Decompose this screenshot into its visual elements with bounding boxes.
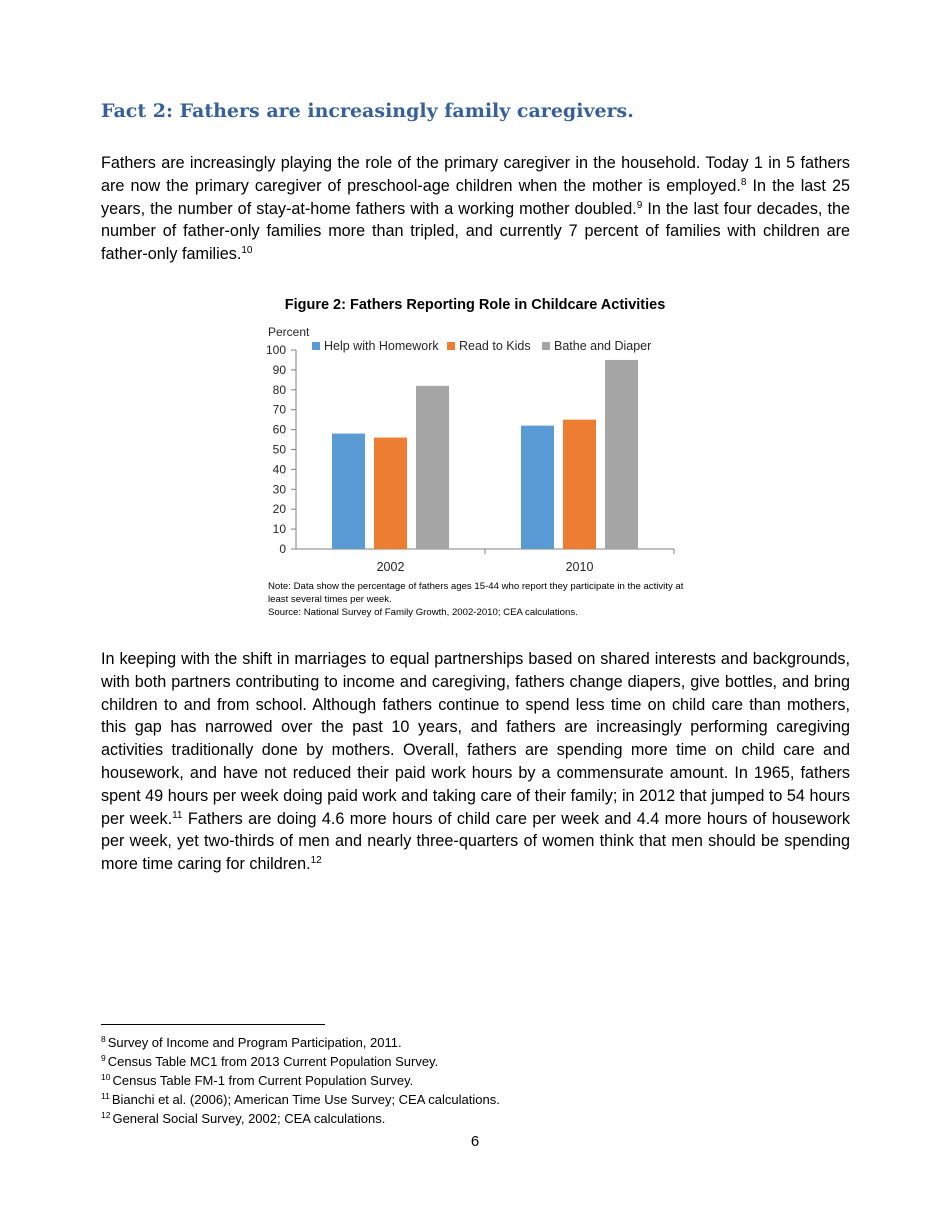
footnote-number: 12 bbox=[101, 1110, 111, 1120]
section-heading: Fact 2: Fathers are increasingly family caregivers. bbox=[101, 100, 634, 122]
x-tick-label: 2002 bbox=[376, 560, 405, 574]
text-run: In keeping with the shift in marriages to equal partnerships based on shared interests and backgrounds, with both partners contributing to income and caregiving, fathers change diapers, give bottles, and bring children to and from school. Although fathers continue to spend less time on child care than mothers, this gap has narrowed over the past 10 years, and fathers are increasingly performing caregiving activities traditionally done by mothers. Overall, fathers are spending more time on child care and housework, and have not reduced their paid work hours by a commensurate amount. In 1965, fathers spent 49 hours per week doing paid work and taking care of their family; in 2012 that jumped to 54 hours per week. bbox=[101, 650, 850, 828]
figure-title: Figure 2: Fathers Reporting Role in Childcare Activities bbox=[284, 297, 666, 313]
text-run: Fathers are increasingly playing the role of the primary caregiver in the household. Today 1 in 5 fathers are now the primary caregiver of preschool-age children when the mother is employed. bbox=[101, 154, 850, 195]
footnote-separator bbox=[101, 1024, 325, 1025]
figure-note: Note: Data show the percentage of fathers ages 15-44 who report they participate in the activity at least several times per week. bbox=[268, 581, 684, 605]
text-run: In the last four decades, the number of father-only families more than tripled, and currently 7 percent of families with children are father-only families. bbox=[101, 199, 850, 264]
x-tick-label: 2010 bbox=[565, 560, 594, 574]
footnote-ref: 10 bbox=[241, 245, 253, 257]
footnote-ref: 12 bbox=[310, 855, 322, 867]
footnote-number: 9 bbox=[101, 1053, 106, 1063]
bar-read-to-kids-2002 bbox=[374, 438, 407, 549]
figure-source: Source: National Survey of Family Growth, 2002-2010; CEA calculations. bbox=[268, 607, 578, 618]
bar-help-with-homework-2002 bbox=[332, 434, 365, 549]
y-tick-label: 40 bbox=[272, 462, 286, 477]
bar-help-with-homework-2010 bbox=[521, 426, 554, 549]
footnote-ref: 11 bbox=[172, 809, 183, 821]
y-tick-label: 70 bbox=[272, 402, 286, 417]
footnote bbox=[101, 1033, 801, 1052]
bar-bathe-and-diaper-2002 bbox=[416, 386, 449, 549]
legend-swatch bbox=[312, 342, 320, 350]
footnote-text: General Social Survey, 2002; CEA calculations. bbox=[112, 1111, 386, 1126]
footnote-number: 10 bbox=[101, 1072, 111, 1082]
page-number: 6 bbox=[470, 1133, 480, 1150]
footnote-text: Survey of Income and Program Participation, 2011. bbox=[107, 1035, 402, 1050]
y-tick-label: 0 bbox=[279, 542, 286, 556]
y-axis-label: Percent bbox=[268, 325, 310, 339]
y-tick-label: 60 bbox=[272, 422, 286, 437]
footnote-ref: 8 bbox=[740, 176, 747, 188]
intro-paragraph bbox=[101, 152, 850, 266]
footnotes bbox=[101, 1033, 801, 1128]
legend-label: Bathe and Diaper bbox=[554, 339, 652, 353]
bar-bathe-and-diaper-2010 bbox=[605, 360, 638, 549]
text-run: In the last 25 years, the number of stay-at-home fathers with a working mother doubled. bbox=[101, 176, 850, 218]
legend-swatch bbox=[447, 342, 455, 350]
text-run: Fathers are doing 4.6 more hours of child care per week and 4.4 more hours of housework per week, yet two-thirds of men and nearly three-quarters of women think that men should be spending more time caring for children. bbox=[101, 809, 850, 874]
body-paragraph bbox=[101, 648, 850, 876]
footnote bbox=[101, 1109, 801, 1128]
footnote bbox=[101, 1052, 801, 1071]
footnote bbox=[101, 1090, 801, 1109]
footnote-text: Census Table FM-1 from Current Population Survey. bbox=[112, 1073, 414, 1088]
y-tick-label: 30 bbox=[272, 482, 286, 497]
footnote-number: 8 bbox=[101, 1034, 106, 1044]
footnote bbox=[101, 1071, 801, 1090]
footnote-text: Census Table MC1 from 2013 Current Population Survey. bbox=[107, 1054, 439, 1069]
legend-swatch bbox=[542, 342, 550, 350]
legend-label: Help with Homework bbox=[324, 339, 439, 353]
footnote-text: Bianchi et al. (2006); American Time Use Survey; CEA calculations. bbox=[111, 1092, 500, 1107]
figure-note-block bbox=[268, 580, 688, 619]
y-tick-label: 80 bbox=[272, 382, 286, 397]
footnote-ref: 9 bbox=[636, 199, 643, 211]
bar-read-to-kids-2010 bbox=[563, 420, 596, 549]
legend-label: Read to Kids bbox=[459, 339, 531, 353]
y-tick-label: 90 bbox=[272, 362, 286, 377]
y-tick-label: 20 bbox=[272, 502, 286, 517]
y-tick-label: 100 bbox=[265, 343, 286, 357]
y-tick-label: 10 bbox=[272, 522, 286, 537]
y-tick-label: 50 bbox=[272, 442, 286, 457]
footnote-number: 11 bbox=[101, 1091, 110, 1101]
bar-chart bbox=[250, 320, 690, 580]
